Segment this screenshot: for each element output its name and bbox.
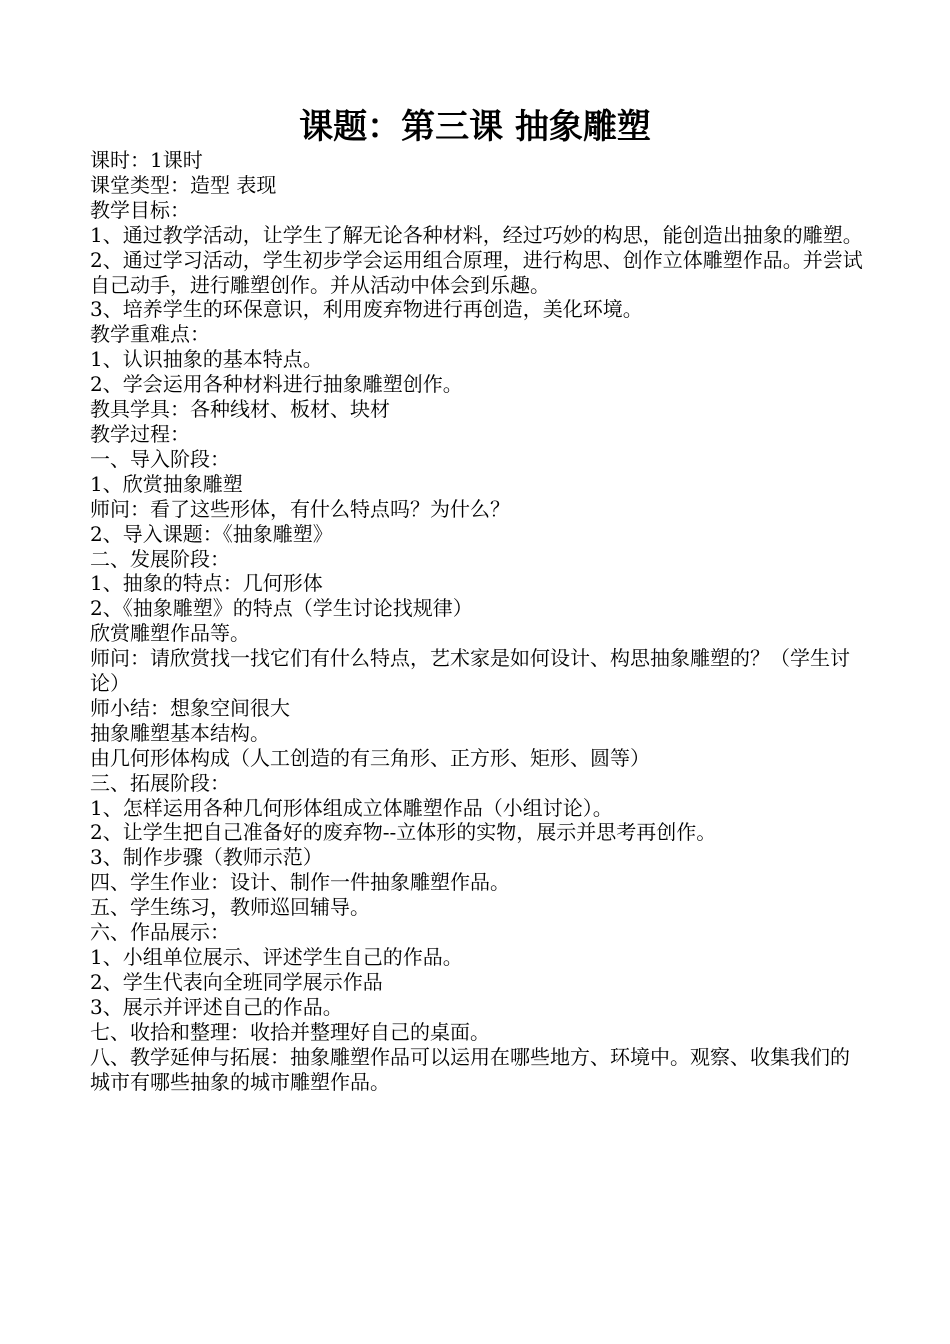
stage-heading: 七、收拾和整理：收拾并整理好自己的桌面。 xyxy=(90,1019,490,1044)
process-item: 由几何形体构成（人工创造的有三角形、正方形、矩形、圆等） xyxy=(90,745,650,770)
section-heading-key-points: 教学重难点： xyxy=(90,322,210,347)
page-title: 课题：第三课 抽象雕塑 xyxy=(299,107,651,147)
process-item: 师小结：想象空间很大 xyxy=(90,695,290,720)
stage-heading: 五、学生练习，教师巡回辅导。 xyxy=(90,895,370,920)
teaching-materials: 教具学具：各种线材、板材、块材 xyxy=(90,397,390,422)
stage-heading: 一、导入阶段： xyxy=(90,446,230,471)
process-item: 欣赏雕塑作品等。 xyxy=(90,621,250,646)
section-heading-objectives: 教学目标： xyxy=(90,197,190,222)
process-item: 1、欣赏抽象雕塑 xyxy=(90,471,243,496)
process-item: 师问：请欣赏找一找它们有什么特点，艺术家是如何设计、构思抽象雕塑的？（学生讨论） xyxy=(90,646,850,696)
process-item: 3、展示并评述自己的作品。 xyxy=(90,994,343,1019)
key-point-item: 1、认识抽象的基本特点。 xyxy=(90,347,323,372)
process-item: 师问：看了这些形体，有什么特点吗？为什么？ xyxy=(90,496,510,521)
stage-heading: 二、发展阶段： xyxy=(90,546,230,571)
lesson-duration: 课时：1课时 xyxy=(90,148,203,172)
stage-heading: 三、拓展阶段： xyxy=(90,770,230,795)
objective-item: 1、通过教学活动，让学生了解无论各种材料，经过巧妙的构思，能创造出抽象的雕塑。 xyxy=(90,222,863,247)
process-item: 2、《抽象雕塑》的特点（学生讨论找规律） xyxy=(90,596,473,621)
objective-item: 3、培养学生的环保意识，利用废弃物进行再创造，美化环境。 xyxy=(90,297,643,322)
lesson-type: 课堂类型：造型 表现 xyxy=(90,172,277,197)
stage-heading: 八、教学延伸与拓展：抽象雕塑作品可以运用在哪些地方、环境中。观察、收集我们的城市有哪些抽象的城市雕塑作品。 xyxy=(90,1044,850,1094)
section-heading-process: 教学过程： xyxy=(90,421,190,446)
process-item: 抽象雕塑基本结构。 xyxy=(90,720,270,745)
document-body xyxy=(90,148,864,1094)
process-item: 2、学生代表向全班同学展示作品 xyxy=(90,969,383,994)
process-item: 1、小组单位展示、评述学生自己的作品。 xyxy=(90,945,463,969)
stage-heading: 六、作品展示： xyxy=(90,920,230,945)
process-item: 3、制作步骤（教师示范） xyxy=(90,845,323,870)
process-item: 2、导入课题：《抽象雕塑》 xyxy=(90,521,333,546)
key-point-item: 2、学会运用各种材料进行抽象雕塑创作。 xyxy=(90,372,463,397)
process-item: 1、抽象的特点：几何形体 xyxy=(90,571,323,596)
stage-heading: 四、学生作业：设计、制作一件抽象雕塑作品。 xyxy=(90,870,510,895)
objective-item: 2、通过学习活动，学生初步学会运用组合原理，进行构思、创作立体雕塑作品。并尝试自己动手，进行雕塑创作。并从活动中体会到乐趣。 xyxy=(90,247,863,297)
process-item: 2、让学生把自己准备好的废弃物--立体形的实物，展示并思考再创作。 xyxy=(90,820,717,845)
process-item: 1、怎样运用各种几何形体组成立体雕塑作品（小组讨论）。 xyxy=(90,795,613,820)
